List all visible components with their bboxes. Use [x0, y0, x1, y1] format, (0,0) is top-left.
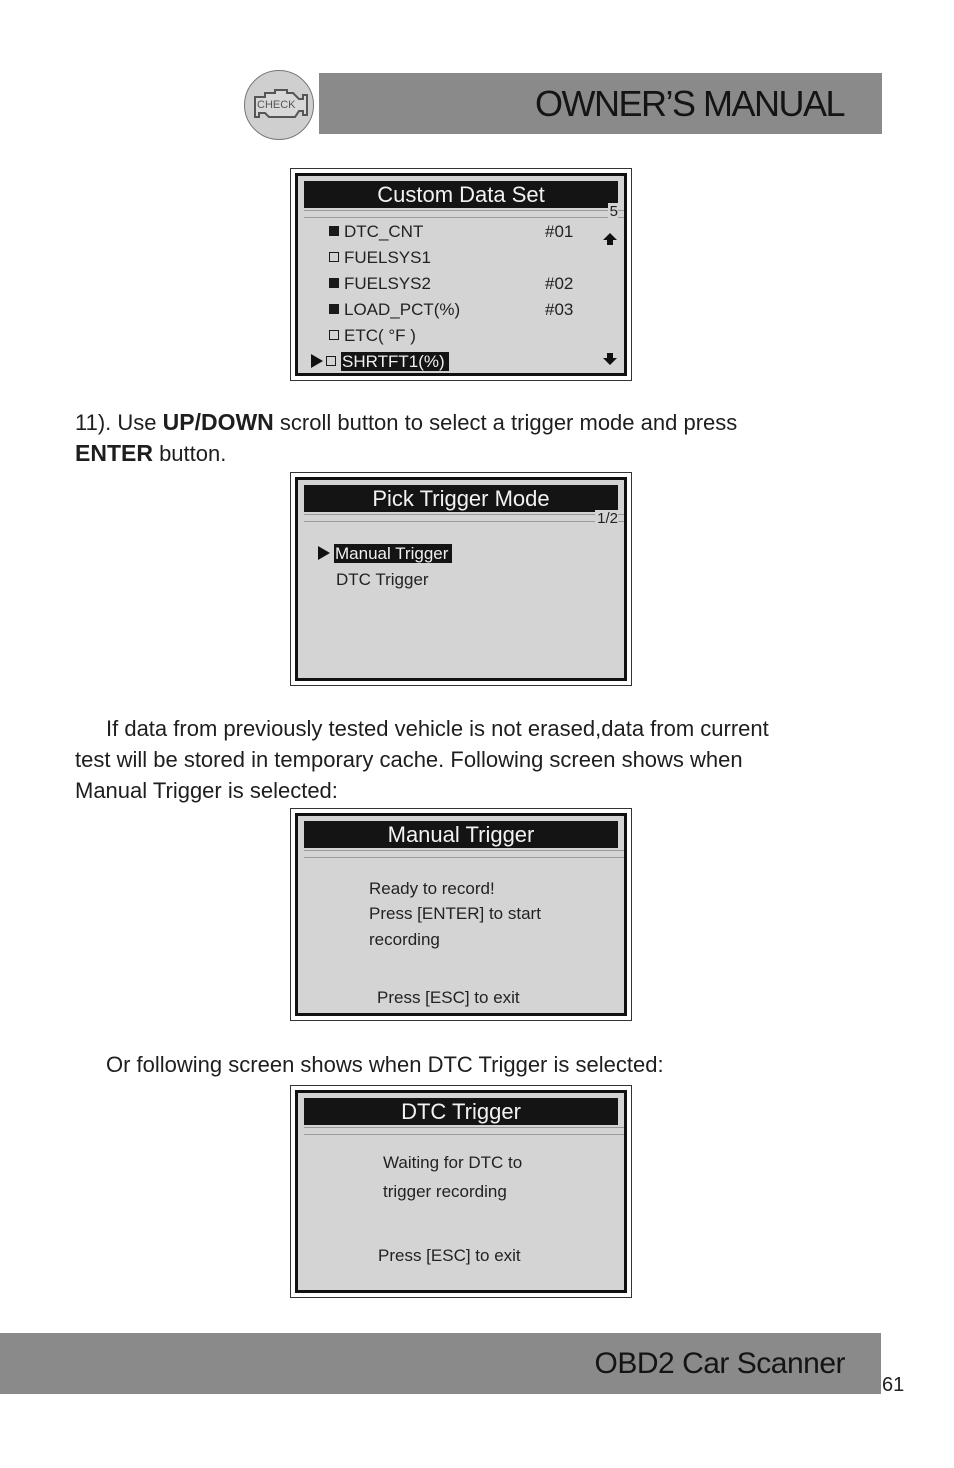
custom-data-set-screen — [290, 168, 632, 381]
cache-paragraph-line-2: test will be stored in temporary cache. Following screen shows when — [75, 747, 743, 772]
status-line-2: trigger recording — [383, 1182, 507, 1201]
screen-title: Pick Trigger Mode — [304, 485, 618, 512]
scroll-down-icon[interactable] — [602, 352, 618, 366]
screen-display — [295, 813, 627, 1016]
step-11-text-cont: ENTER button. — [75, 440, 227, 466]
status-line-1: Waiting for DTC to — [383, 1153, 523, 1172]
screen-title: DTC Trigger — [304, 1098, 618, 1125]
checkbox-checked-icon — [329, 226, 339, 236]
list-item[interactable]: FUELSYS2 — [329, 274, 431, 294]
check-engine-logo — [244, 70, 314, 140]
checkbox-unchecked-icon — [326, 356, 336, 366]
screen-display — [295, 477, 627, 681]
checkbox-unchecked-icon — [329, 252, 339, 262]
page-indicator: 1/2 — [597, 510, 618, 527]
screen-title: Custom Data Set — [304, 181, 618, 208]
manual-title: OWNER’S MANUAL — [534, 83, 844, 124]
screen-divider — [304, 1127, 624, 1135]
checkbox-checked-icon — [329, 278, 339, 288]
selection-pointer-icon — [318, 546, 330, 560]
item-number: #03 — [545, 300, 574, 319]
screen-display — [295, 173, 627, 376]
item-number: #01 — [545, 222, 574, 241]
list-item[interactable]: LOAD_PCT(%) — [329, 300, 460, 320]
exit-hint: Press [ESC] to exit — [378, 1246, 521, 1265]
screen-divider — [304, 850, 624, 858]
screen-divider — [304, 514, 624, 522]
logo-text: CHECK — [257, 99, 296, 111]
list-item[interactable]: DTC_CNT — [329, 222, 423, 242]
enter-key: ENTER — [75, 440, 153, 466]
manual-trigger-screen — [290, 808, 632, 1021]
checkbox-checked-icon — [329, 304, 339, 314]
screen-title: Manual Trigger — [304, 821, 618, 848]
dtc-trigger-screen — [290, 1085, 632, 1298]
scroll-up-icon[interactable] — [602, 232, 618, 246]
option-manual-trigger[interactable]: Manual Trigger — [318, 544, 452, 564]
footer-bar — [0, 1333, 881, 1394]
selection-pointer-icon — [311, 354, 323, 368]
pick-trigger-mode-screen — [290, 472, 632, 686]
cache-paragraph-line-1: If data from previously tested vehicle is not erased,data from current — [106, 716, 769, 741]
page-number: 61 — [882, 1374, 905, 1396]
status-line-1: Ready to record! — [369, 879, 495, 898]
step-11-text: 11). Use UP/DOWN scroll button to select a trigger mode and press — [75, 409, 738, 435]
status-line-3: recording — [369, 930, 440, 949]
list-item[interactable]: ETC( °F ) — [329, 326, 416, 346]
checkbox-unchecked-icon — [329, 330, 339, 340]
product-name: OBD2 Car Scanner — [594, 1347, 845, 1380]
dtc-paragraph: Or following screen shows when DTC Trigger is selected: — [106, 1052, 664, 1077]
item-number: #02 — [545, 274, 574, 293]
status-line-2: Press [ENTER] to start — [369, 904, 541, 923]
up-down-key: UP/DOWN — [162, 409, 274, 435]
list-item-selected[interactable]: SHRTFT1(%) — [311, 352, 449, 372]
list-item[interactable]: FUELSYS1 — [329, 248, 431, 268]
cache-paragraph-line-3: Manual Trigger is selected: — [75, 778, 338, 803]
header-bar — [319, 73, 882, 134]
option-dtc-trigger[interactable]: DTC Trigger — [336, 570, 429, 589]
screen-display — [295, 1090, 627, 1293]
page-indicator: 5 — [609, 203, 618, 220]
screen-divider — [304, 210, 624, 218]
exit-hint: Press [ESC] to exit — [377, 988, 520, 1007]
